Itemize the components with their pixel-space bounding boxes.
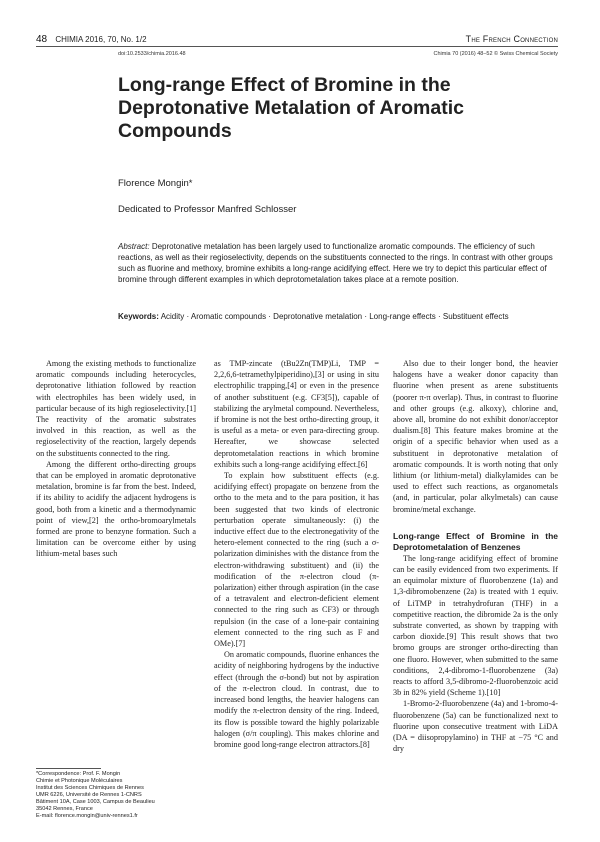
column-3 [393, 358, 558, 755]
correspondence-email: E-mail: florence.mongin@univ-rennes1.fr [36, 813, 138, 819]
correspondence-line: Bâtiment 10A, Case 1003, Campus de Beaulieu [36, 799, 155, 805]
paragraph: To explain how substituent effects (e.g. acidifying effect) propagate on benzene from the ortho to the meta and to the para position, it has been suggested that two kinds of electronic perturbation operate simultaneously: (i) the inductive effect due to the electronegativity of the hetero-element connected to the ring (such a σ-polarization diminishes with the distance from the electron-withdrawing substituent) and (ii) the modification of the π-electron cloud (π-polarization) either through aspiration (in the case of a tetravalent and electron-deficient element connected to the ring such as CF3) or through repulsion (in the case of a lone-pair containing element connected to the ring such as F and OMe).[7] [214, 471, 379, 649]
column-1 [36, 358, 196, 560]
correspondence-line: UMR 6226, Université de Rennes 1-CNRS [36, 792, 142, 798]
abstract [118, 241, 558, 285]
correspondence-line: Institut des Sciences Chimiques de Rennes [36, 785, 144, 791]
keywords-label: Keywords: [118, 312, 159, 321]
dedication: Dedicated to Professor Manfred Schlosser [118, 204, 297, 215]
doi: doi:10.2533/chimia.2016.48 [118, 51, 186, 57]
section-name: The French Connection [465, 34, 558, 44]
header-left [36, 34, 147, 45]
correspondence [36, 771, 155, 820]
author: Florence Mongin* [118, 178, 193, 189]
journal-reference: Chimia 70 (2016) 48–52 © Swiss Chemical Society [433, 51, 558, 57]
correspondence-line: 35042 Rennes, France [36, 806, 93, 812]
paragraph: Among the existing methods to functionalize aromatic compounds including heterocycles, deprotonative lithiation followed by reaction with electrophiles has been widely used, in particular because of its high regioselectivity.[1] The reactivity of the aromatic substrates involved in this reaction, as well as the regioselectivity of the reaction, largely depends on the substituents connected to the ring. [36, 359, 196, 458]
abstract-label: Abstract: [118, 242, 150, 251]
paragraph: as TMP-zincate (tBu2Zn(TMP)Li, TMP = 2,2,6,6-tetramethylpiperidino),[3] or using in situ electrophilic trapping,[4] or even in the presence of another substituent (e.g. CF3[5]), capable of stabilizing the arylmetal compound. Nevertheless, if bromine is not the best ortho-directing group, it is useful as a meta- or even para-directing group. Hereafter, we showcase selected deprotometalation reactions in which bromine exhibits such a long-range acidifying effect.[6] [214, 359, 379, 469]
correspondence-line: *Correspondence: Prof. F. Mongin [36, 771, 121, 777]
paragraph: Among the different ortho-directing groups that can be employed in aromatic deprotonative metalation, bromine is far from the best. Indeed, if its ability to acidify the adjacent hydrogens is good, both from a kinetic and a thermodynamic point of view,[2] the ortho-bromoarylmetals formed are prone to benzyne formation. Such a limitation can be overcome either by using lithium-metal bases such [36, 459, 196, 559]
correspondence-line: Chimie et Photonique Moléculaires [36, 778, 123, 784]
page-number: 48 [36, 34, 48, 45]
article-title: Long-range Effect of Bromine in the Deprotonative Metalation of Aromatic Compounds [118, 74, 464, 142]
paragraph: Also due to their longer bond, the heavier halogens have a weaker donor capacity than fluorine when present as arene substituents (poorer π-π overlap). Thus, in contrast to fluorine and other groups (e.g. alkoxy), chlorine and, above all, bromine do not exhibit donor/acceptor dualism.[8] This feature makes bromine at the origin of a specific behavior when used as a substituent in deprotonative metalation of aromatic compounds. It is worth noting that only lithium (or lithium-metal) dialkylamides can be used to effect such reactions, as organometals (and, in particular, polar alkylmetals) can cause bromine/metal exchange. [393, 359, 558, 514]
column-2 [214, 358, 379, 750]
journal-citation: CHIMIA 2016, 70, No. 1/2 [55, 35, 147, 44]
keywords [118, 312, 568, 321]
paragraph: The long-range acidifying effect of bromine can be easily evidenced from two experiments. If an equimolar mixture of fluorobenzene (1a) and 1,3-dibromobenzene (2a) is treated with 1 equiv. of LiTMP in tetrahydrofuran (THF) in a competitive reaction, the dibromide 2a is the only substrate converted, as shown by trapping with carbon dioxide.[9] This result shows that two bromo groups are stronger ortho-directing than one fluoro. However, when submitted to the same conditions, 2,4-dibromo-1-fluorobenzene (3a) reacts to afford 3,5-dibromo-2-fluorobenzoic acid 3b in 82% yield (Scheme 1).[10] [393, 553, 558, 698]
abstract-text: Deprotonative metalation has been largely used to functionalize aromatic compounds. The efficiency of such reactions, as well as their regioselectivity, depends on the substituents connected to the rings. In contrast with other groups such as fluorine and methoxy, bromine exhibits a long-range acidifying effect. Here we try to depict this particular effect of bromine through different examples in which deprotometalation takes place at a remote position. [118, 242, 553, 284]
paragraph: On aromatic compounds, fluorine enhances the acidity of neighboring hydrogens by the inductive effect (through the σ-bond) but not by aspiration of the π-electron cloud. In contrast, due to increased bond lengths, the heavier halogens can modify the π-electron density of the ring. Indeed, its flow is possible toward the highly polarizable halogen (σ/π coupling). This makes chlorine and bromine good long-range electron attractors.[8] [214, 650, 379, 749]
keywords-text: Acidity · Aromatic compounds · Deprotonative metalation · Long-range effects · Substituent effects [160, 312, 509, 321]
header-rule [36, 46, 558, 47]
footnote-rule [36, 768, 101, 769]
section-heading: Long-range Effect of Bromine in the Deprotometalation of Benzenes [393, 530, 558, 552]
paragraph: 1-Bromo-2-fluorobenzene (4a) and 1-bromo-4-fluorobenzene (5a) can be functionalized next to fluorine upon consecutive treatment with LiDA (DA = diisopropylamino) in THF at −75 °C and dry [393, 699, 558, 754]
